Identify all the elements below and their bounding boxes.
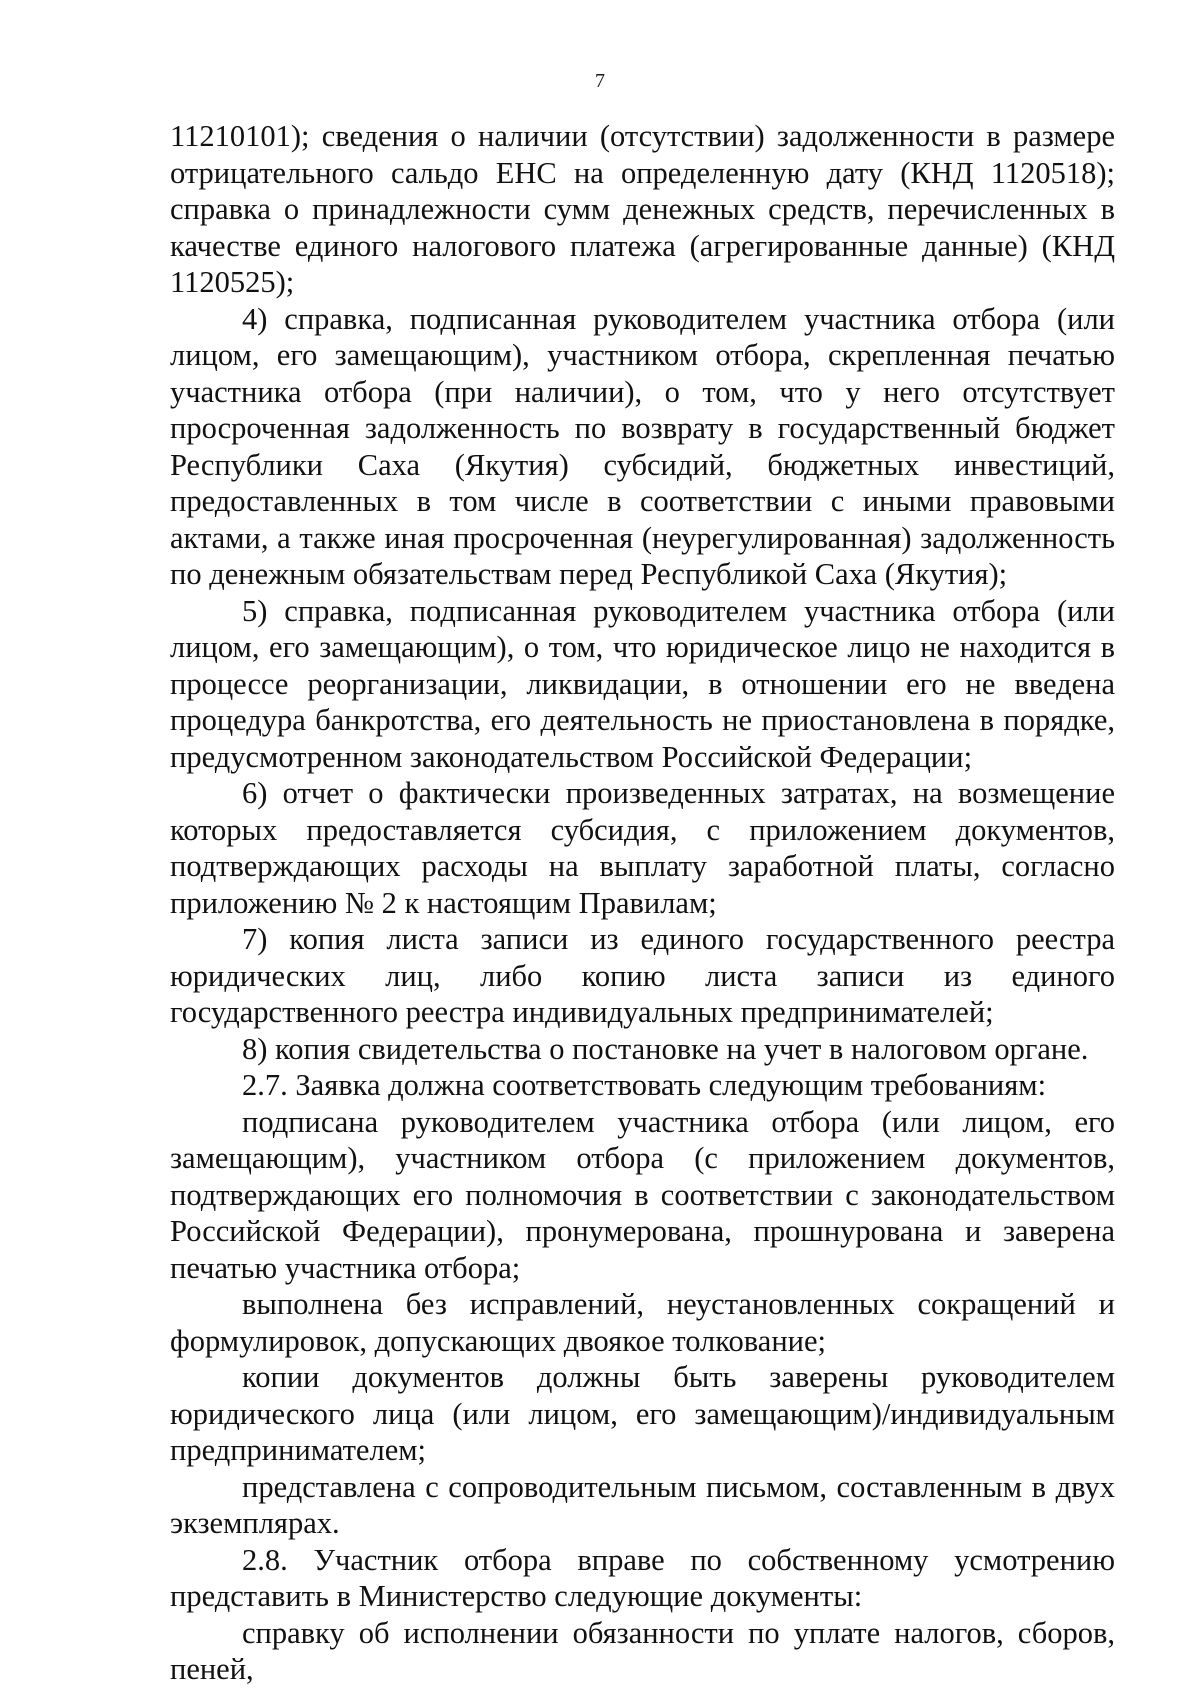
paragraph-item-4: 4) справка, подписанная руководителем участника отбора (или лицом, его замещающим), участником отбора, скрепленная печатью участника отбора (при наличии), о том, что у него отсутствует просроченная задолженность по возврату в государственный бюджет Республики Саха (Якутия) субсидий, бюджетных инвестиций, предоставленных в том числе в соответствии с иными правовыми актами, а также иная просроченная (неурегулированная) задолженность по денежным обязательствам перед Республикой Саха (Якутия); [170, 301, 1115, 591]
paragraph-item-5: 5) справка, подписанная руководителем участника отбора (или лицом, его замещающим), о том, что юридическое лицо не находится в процессе реорганизации, ликвидации, в отношении его не введена процедура банкротства, его деятельность не приостановлена в порядке, предусмотренном законодательством Российской Федерации; [170, 593, 1115, 774]
page-number: 7 [595, 70, 605, 92]
paragraph-continuation: 11210101); сведения о наличии (отсутствии) задолженности в размере отрицательного сальдо ЕНС на определенную дату (КНД 1120518); справка о принадлежности сумм денежных средств, перечисленных в качестве единого налогового платежа (агрегированные данные) (КНД 1120525); [170, 119, 1115, 299]
paragraph-requirement-no-corrections: выполнена без исправлений, неустановленных сокращений и формулировок, допускающих двоякое толкование; [170, 1287, 1115, 1358]
paragraph-section-2-8: 2.8. Участник отбора вправе по собственному усмотрению представить в Министерство следующие документы: [170, 1542, 1115, 1613]
paragraph-requirement-certified-copies: копии документов должны быть заверены руководителем юридического лица (или лицом, его замещающим)/индивидуальным предпринимателем; [170, 1360, 1115, 1467]
paragraph-section-2-7: 2.7. Заявка должна соответствовать следующим требованиям: [242, 1068, 1047, 1102]
paragraph-item-7: 7) копия листа записи из единого государственного реестра юридических лиц, либо копию листа записи из единого государственного реестра индивидуальных предпринимателей; [170, 922, 1115, 1029]
paragraph-requirement-signed: подписана руководителем участника отбора (или лицом, его замещающим), участником отбора (с приложением документов, подтверждающих его полномочия в соответствии с законодательством Российской Федерации), пронумерована, прошнурована и заверена печатью участника отбора; [170, 1104, 1115, 1285]
paragraph-item-6: 6) отчет о фактически произведенных затратах, на возмещение которых предоставляется субсидия, с приложением документов, подтверждающих расходы на выплату заработной платы, согласно приложению № 2 к настоящим Правилам; [170, 776, 1115, 920]
paragraph-item-8: 8) копия свидетельства о постановке на учет в налоговом органе. [242, 1031, 1089, 1066]
paragraph-requirement-cover-letter: представлена с сопроводительным письмом, составленным в двух экземплярах. [170, 1469, 1115, 1540]
document-body [170, 118, 1115, 1688]
paragraph-tax-certificate: справку об исполнении обязанности по уплате налогов, сборов, пеней, [170, 1615, 1115, 1686]
